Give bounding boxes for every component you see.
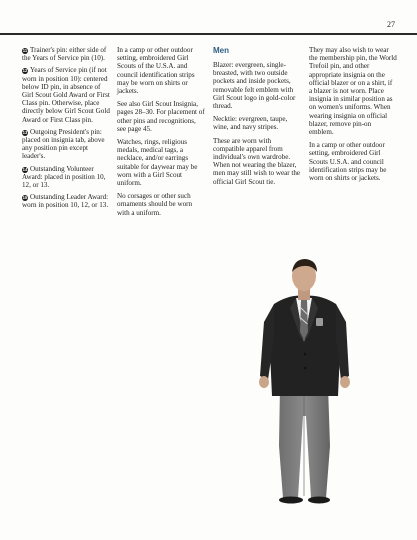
paragraph: No corsages or other such ornaments should be worn with a uniform.	[117, 192, 193, 217]
paragraph: Watches, rings, religious medals, medical tags, a necklace, and/or earrings suitable for daywear may be worn with a Girl Scout uniform.	[117, 138, 198, 188]
paragraph: In a camp or other outdoor setting, embroidered Girl Scouts of the U.S.A. and council identification strips may be worn on shirts or jackets.	[117, 46, 195, 96]
column-4	[309, 46, 397, 187]
paragraph: Necktie: evergreen, taupe, wine, and navy stripes.	[213, 115, 288, 132]
item-text: Years of Service pin (if not worn in position 10): centered below ID pin, in absence of Girl Scout Gold Award or First Class pin. Otherwise, place directly below Girl Scout Gold Award or First Class pin.	[22, 66, 110, 124]
number-bullet-icon: 11	[22, 48, 28, 53]
list-item	[22, 193, 110, 209]
column-1	[22, 46, 110, 214]
number-bullet-icon: 14	[22, 166, 28, 172]
number-bullet-icon: 15	[22, 195, 28, 201]
list-item	[22, 165, 110, 190]
column-2	[117, 46, 205, 222]
column-3	[213, 46, 301, 191]
item-text: Outstanding Volunteer Award: placed in position 10, 12, or 13.	[22, 164, 106, 190]
paragraph: See also Girl Scout Insignia, pages 28–30. For placement of other pins and recognitions, see page 45.	[117, 100, 205, 133]
man-in-blazer-photo	[250, 256, 360, 506]
number-bullet-icon: 12	[22, 68, 28, 74]
section-heading: Men	[213, 46, 229, 55]
header-rule	[0, 33, 417, 35]
list-item	[22, 46, 110, 62]
list-item	[22, 128, 110, 161]
item-text: Outstanding Leader Award: worn in position 10, 12, or 13.	[22, 193, 109, 210]
list-item	[22, 66, 110, 123]
page-number: 27	[387, 20, 395, 29]
item-text: Trainer's pin: either side of the Years of Service pin (10).	[22, 46, 107, 63]
paragraph: These are worn with compatible apparel from individual's own wardrobe. When not wearing the blazer, men may still wish to wear the official Girl Scout tie.	[213, 136, 301, 186]
paragraph: In a camp or other outdoor setting, embroidered Girl Scouts U.S.A. and council identification strips may be worn on shirts or jackets.	[309, 141, 387, 183]
number-bullet-icon: 13	[22, 129, 28, 135]
item-text: Outgoing President's pin: placed on insignia tab, above any position pin except leader's.	[22, 127, 105, 161]
paragraph: They may also wish to wear the membership pin, the World Trefoil pin, and other appropriate insignia on the official blazer or on a shirt, if a blazer is not worn. Place insignia in similar position as on women's uniforms. When wearing insignia on official blazer, remove pin-on emblem.	[309, 46, 397, 137]
paragraph: Blazer: evergreen, single-breasted, with two outside pockets and inside pockets, removable felt emblem with Girl Scout logo in gold-color thread.	[213, 61, 296, 111]
